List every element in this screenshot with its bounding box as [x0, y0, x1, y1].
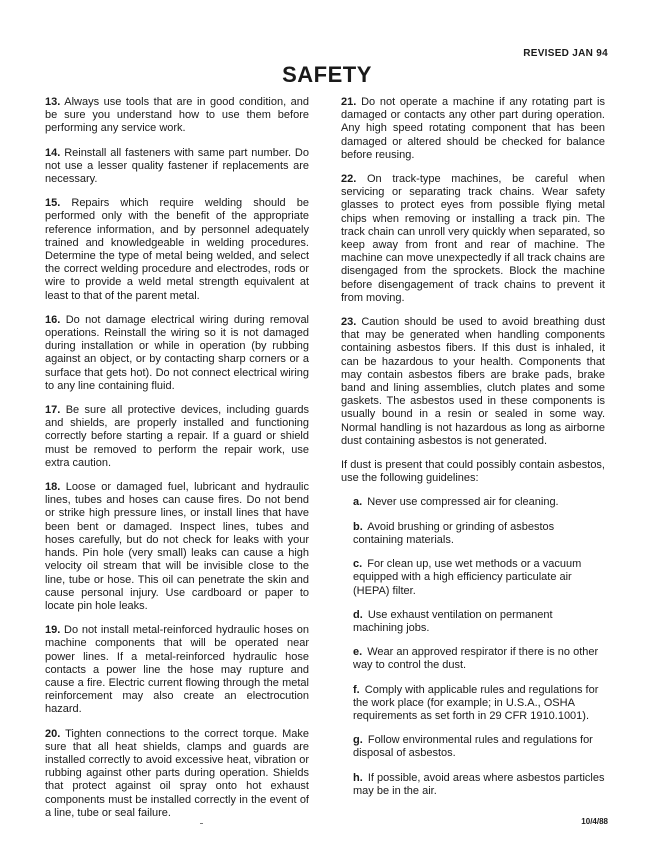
safety-item-21 [341, 96, 605, 162]
page-title: SAFETY [282, 62, 372, 87]
guideline-letter: e. [353, 646, 363, 659]
safety-item-13 [45, 96, 309, 136]
safety-item-22 [341, 173, 605, 305]
item-number: 16. [45, 313, 61, 326]
item-number: 23. [341, 316, 357, 329]
safety-item-14 [45, 147, 309, 187]
guideline-letter: h. [353, 771, 363, 784]
item-text: Repairs which require welding should be performed only with the benefit of the appropriate reference information, and by personnel adequately trained and knowledgeable in welding procedures. Determine the type of metal being welded, and select the correct welding procedure and electrodes, rods or wire to provide a weld metal strength equivalent at least to that of the parent metal. [45, 197, 309, 302]
guideline-a [353, 496, 605, 509]
item-number: 21. [341, 96, 357, 108]
guideline-text: For clean up, use wet methods or a vacuum equipped with a high efficiency particulate air (HEPA) filter. [353, 558, 582, 597]
safety-item-20 [45, 728, 309, 820]
guideline-text: Use exhaust ventilation on permanent machining jobs. [353, 608, 553, 634]
item-number: 17. [45, 404, 61, 417]
item-text: On track-type machines, be careful when servicing or separating track chains. Wear safety glasses to protect eyes from possible flying metal chips when removing or installing a track pin. The track chain can unroll very quickly when separated, so keep away from front and rear of machine. The machine can move unexpectedly if all track chains are disengaged from the sprockets. Block the machine before disengagement of track chains to prevent it from moving. [341, 173, 605, 304]
item-number: 19. [45, 624, 61, 637]
revised-date: REVISED JAN 94 [523, 48, 608, 59]
safety-item-18 [45, 481, 309, 613]
item-number: 13. [45, 96, 61, 108]
guideline-d [353, 609, 605, 635]
guideline-letter: g. [353, 734, 363, 747]
item-text: Caution should be used to avoid breathing dust that may be generated when handling components containing asbestos fibers. If this dust is inhaled, it can be hazardous to your health. Components that may contain asbestos fibers are brake pads, brake band and lining assemblies, clutch plates and some gaskets. The asbestos used in these components is usually bound in a resin or sealed in some way. Normal handling is not hazardous as long as airborne dust containing asbestos is not generated. [341, 316, 605, 447]
item-text: Always use tools that are in good condition, and be sure you understand how to use them before performing any service work. [45, 96, 310, 135]
item-number: 18. [45, 481, 61, 494]
right-column [341, 96, 605, 809]
guideline-f [353, 684, 605, 724]
item-text: Reinstall all fasteners with same part number. Do not use a lesser quality fastener if replacements are necessary. [45, 146, 309, 186]
guideline-c [353, 558, 605, 598]
safety-item-17 [45, 404, 309, 470]
item-text: Do not damage electrical wiring during removal operations. Reinstall the wiring so it is not damaged during installation or while in operation (by rubbing against an object, or by contacting sharp corners or a surface that gets hot). Do not connect electrical wiring to any line containing fluid. [45, 313, 310, 392]
item-text: Do not operate a machine if any rotating part is damaged or contacts any other part during operation. Any high speed rotating component that has been damaged or altered should be checked for balance before reusing. [341, 96, 606, 161]
item-text: Loose or damaged fuel, lubricant and hydraulic lines, tubes and hoses can cause fires. Do not bend or strike high pressure lines, or install lines that have been bent or damaged. Inspect lines, tubes and hoses carefully, but do not check for leaks with your hands. Pin hole (very small) leaks can cause a high velocity oil stream that will be invisible close to the line, tube or hose. This oil can penetrate the skin and cause personal injury. Use cardboard or paper to locate pin hole leaks. [45, 481, 310, 612]
dust-intro: If dust is present that could possibly contain asbestos, use the following guidelines: [341, 459, 605, 485]
guideline-letter: b. [353, 520, 363, 533]
guideline-text: Follow environmental rules and regulations for disposal of asbestos. [353, 734, 593, 760]
guideline-g [353, 734, 605, 760]
item-text: Tighten connections to the correct torque. Make sure that all heat shields, clamps and guards are installed correctly to avoid excessive heat, vibration or rubbing against other parts during operation. Shields that protect against oil spray onto hot exhaust components must be installed correctly in the event of a line, tube or seal failure. [45, 727, 309, 819]
item-number: 15. [45, 197, 61, 210]
left-column [45, 96, 309, 831]
safety-item-19 [45, 624, 309, 716]
guideline-text: Comply with applicable rules and regulations for the work place (for example; in U.S.A., OSHA requirements as set forth in 29 CFR 1910.1001). [353, 683, 599, 722]
item-number: 22. [341, 173, 357, 186]
safety-item-16 [45, 314, 309, 393]
guideline-text: Wear an approved respirator if there is no other way to control the dust. [353, 646, 599, 672]
safety-item-23 [341, 316, 605, 448]
item-number: 14. [45, 146, 61, 159]
guideline-letter: d. [353, 608, 363, 621]
scan-speck [200, 823, 203, 824]
guideline-letter: c. [353, 558, 363, 571]
guideline-text: If possible, avoid areas where asbestos particles may be in the air. [353, 771, 605, 797]
item-text: Be sure all protective devices, including guards and shields, are properly installed and functioning correctly before starting a repair. If a guard or shield must be removed to perform the repair work, use extra caution. [45, 404, 310, 469]
safety-item-15 [45, 197, 309, 303]
footer-date: 10/4/88 [581, 817, 608, 826]
guideline-h [353, 772, 605, 798]
guideline-b [353, 521, 605, 547]
guideline-letter: f. [353, 683, 360, 696]
item-number: 20. [45, 727, 61, 740]
guideline-letter: a. [353, 496, 363, 509]
guideline-text: Avoid brushing or grinding of asbestos containing materials. [353, 520, 555, 546]
guideline-text: Never use compressed air for cleaning. [367, 496, 559, 509]
item-text: Do not install metal-reinforced hydraulic hoses on machine components that will be operated near power lines. If a metal-reinforced hydraulic hose contacts a power line the hose may rupture and cause a fire. Electric current flowing through the metal reinforcement may also create an electrocution hazard. [45, 624, 309, 716]
guideline-e [353, 646, 605, 672]
